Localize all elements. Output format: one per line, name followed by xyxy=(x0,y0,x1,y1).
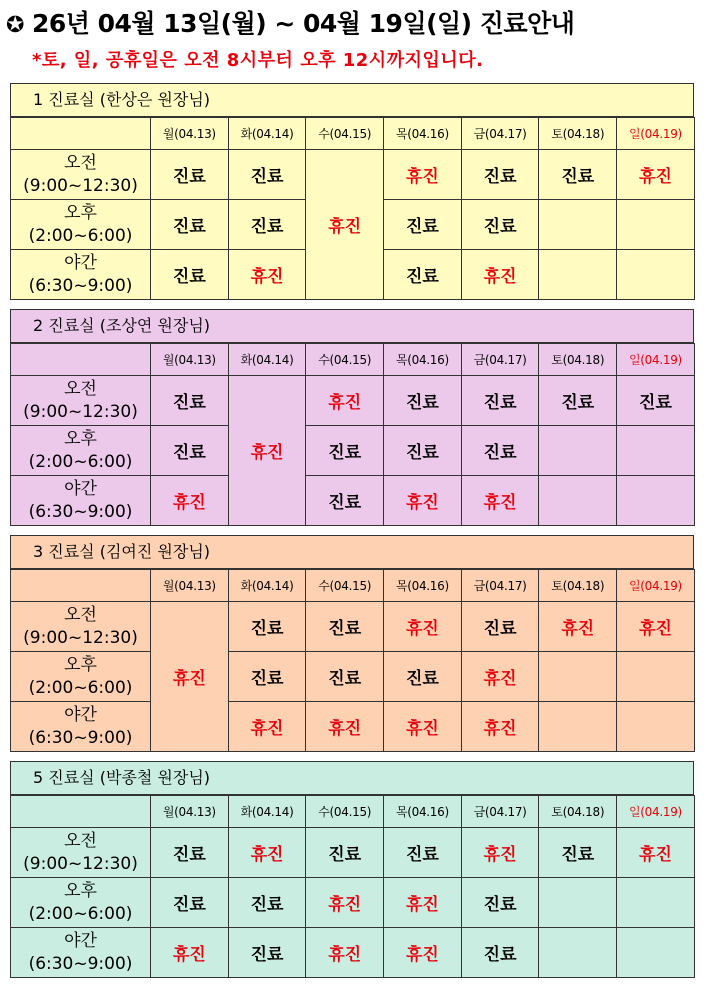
period-time: (6:30~9:00) xyxy=(28,501,133,522)
cell-sun-morning: 진료 xyxy=(617,376,695,426)
cell-thu-afternoon: 진료 xyxy=(384,652,462,702)
afternoon-row xyxy=(11,426,695,476)
cell-mon-morning: 진료 xyxy=(151,828,229,878)
cell-sun-evening xyxy=(617,928,695,978)
period-time: (9:00~12:30) xyxy=(23,175,138,196)
room-section-1 xyxy=(10,83,694,299)
cell-fri-afternoon: 진료 xyxy=(461,878,539,928)
morning-row xyxy=(11,828,695,878)
period-time: (6:30~9:00) xyxy=(28,727,133,748)
period-evening xyxy=(11,702,151,752)
period-name: 야간 xyxy=(64,252,97,273)
period-time: (2:00~6:00) xyxy=(28,903,133,924)
cell-thu-evening: 휴진 xyxy=(384,928,462,978)
day-header-wed: 수(04.15) xyxy=(306,570,384,602)
day-header-sun: 일(04.19) xyxy=(617,570,695,602)
cell-fri-evening: 진료 xyxy=(461,928,539,978)
day-header-fri: 금(04.17) xyxy=(461,118,539,150)
cell-sat-evening xyxy=(539,928,617,978)
page-title xyxy=(6,4,574,40)
period-afternoon xyxy=(11,878,151,928)
day-header-fri: 금(04.17) xyxy=(461,796,539,828)
cell-tue-afternoon: 진료 xyxy=(228,878,306,928)
cell-sun-evening xyxy=(617,250,695,300)
cell-fri-morning: 진료 xyxy=(461,602,539,652)
day-header-tue: 화(04.14) xyxy=(228,570,306,602)
corner-cell xyxy=(11,570,151,602)
cell-fri-afternoon: 휴진 xyxy=(461,652,539,702)
day-header-row xyxy=(11,344,695,376)
cell-sat-morning: 진료 xyxy=(539,828,617,878)
cell-wed-morning: 진료 xyxy=(306,828,384,878)
cell-thu-morning: 진료 xyxy=(384,828,462,878)
weekend-notice: *토, 일, 공휴일은 오전 8시부터 오후 12시까지입니다. xyxy=(32,50,484,71)
period-name: 야간 xyxy=(64,704,97,725)
room-section-5 xyxy=(10,761,694,977)
period-evening xyxy=(11,476,151,526)
cell-sun-afternoon xyxy=(617,200,695,250)
day-header-row xyxy=(11,570,695,602)
day-header-row xyxy=(11,118,695,150)
cell-fri-afternoon: 진료 xyxy=(461,200,539,250)
cell-mon-morning: 진료 xyxy=(151,376,229,426)
room-title-text: 2 진료실 (조상연 원장님) xyxy=(33,316,211,335)
day-header-wed: 수(04.15) xyxy=(306,344,384,376)
cell-tue-morning: 휴진 xyxy=(228,828,306,878)
day-header-mon: 월(04.13) xyxy=(151,570,229,602)
cell-tue-afternoon: 진료 xyxy=(228,652,306,702)
evening-row xyxy=(11,702,695,752)
room-title-text: 1 진료실 (한상은 원장님) xyxy=(33,90,211,109)
period-afternoon xyxy=(11,426,151,476)
cell-thu-evening: 휴진 xyxy=(384,702,462,752)
period-name: 오후 xyxy=(64,880,97,901)
afternoon-row xyxy=(11,652,695,702)
day-header-thu: 목(04.16) xyxy=(384,570,462,602)
cell-sun-morning: 휴진 xyxy=(617,602,695,652)
corner-cell xyxy=(11,344,151,376)
cell-mon-afternoon: 진료 xyxy=(151,200,229,250)
cell-sat-evening xyxy=(539,476,617,526)
day-header-tue: 화(04.14) xyxy=(228,344,306,376)
cell-thu-evening: 휴진 xyxy=(384,476,462,526)
period-name: 오전 xyxy=(64,830,97,851)
cell-mon-evening: 진료 xyxy=(151,250,229,300)
period-time: (6:30~9:00) xyxy=(28,275,133,296)
cell-mon-evening: 휴진 xyxy=(151,476,229,526)
day-header-sun: 일(04.19) xyxy=(617,796,695,828)
period-name: 야간 xyxy=(64,478,97,499)
cell-sun-afternoon xyxy=(617,878,695,928)
day-header-fri: 금(04.17) xyxy=(461,344,539,376)
period-morning xyxy=(11,376,151,426)
room-title-text: 5 진료실 (박종철 원장님) xyxy=(33,768,211,787)
cell-fri-morning: 진료 xyxy=(461,150,539,200)
page-header xyxy=(0,0,705,80)
morning-row xyxy=(11,376,695,426)
cell-sun-evening xyxy=(617,476,695,526)
cell-mon-afternoon: 진료 xyxy=(151,426,229,476)
day-header-sat: 토(04.18) xyxy=(539,796,617,828)
cell-mon-morning: 진료 xyxy=(151,150,229,200)
cell-wed-evening: 휴진 xyxy=(306,928,384,978)
cell-tue-evening: 휴진 xyxy=(228,250,306,300)
cell-wed-evening: 휴진 xyxy=(306,702,384,752)
period-time: (9:00~12:30) xyxy=(23,627,138,648)
cell-sun-afternoon xyxy=(617,426,695,476)
cell-mon-evening: 휴진 xyxy=(151,928,229,978)
period-time: (6:30~9:00) xyxy=(28,953,133,974)
cell-sat-morning: 진료 xyxy=(539,376,617,426)
cell-wed-afternoon: 진료 xyxy=(306,652,384,702)
afternoon-row xyxy=(11,878,695,928)
evening-row xyxy=(11,476,695,526)
period-morning xyxy=(11,828,151,878)
cell-mon-afternoon: 진료 xyxy=(151,878,229,928)
cell-tue-evening: 진료 xyxy=(228,928,306,978)
day-header-mon: 월(04.13) xyxy=(151,118,229,150)
corner-cell xyxy=(11,796,151,828)
day-header-row xyxy=(11,796,695,828)
period-time: (2:00~6:00) xyxy=(28,225,133,246)
day-header-thu: 목(04.16) xyxy=(384,796,462,828)
period-name: 오전 xyxy=(64,378,97,399)
cell-tue-evening: 휴진 xyxy=(228,702,306,752)
period-morning xyxy=(11,602,151,652)
period-time: (9:00~12:30) xyxy=(23,853,138,874)
room-title xyxy=(10,535,694,569)
cell-thu-afternoon: 휴진 xyxy=(384,878,462,928)
morning-row xyxy=(11,150,695,200)
title-text: 26년 04월 13일(월) ~ 04월 19일(일) 진료안내 xyxy=(31,9,575,38)
cell-sun-morning: 휴진 xyxy=(617,150,695,200)
schedule-table xyxy=(10,343,695,526)
cell-fri-evening: 휴진 xyxy=(461,476,539,526)
day-header-tue: 화(04.14) xyxy=(228,118,306,150)
cell-tue-afternoon: 진료 xyxy=(228,200,306,250)
cell-mon-allday: 휴진 xyxy=(151,602,229,752)
cell-thu-afternoon: 진료 xyxy=(384,426,462,476)
cell-sat-evening xyxy=(539,250,617,300)
day-header-sat: 토(04.18) xyxy=(539,118,617,150)
period-name: 오전 xyxy=(64,152,97,173)
cell-thu-evening: 진료 xyxy=(384,250,462,300)
cell-tue-morning: 진료 xyxy=(228,602,306,652)
cell-fri-afternoon: 진료 xyxy=(461,426,539,476)
day-header-tue: 화(04.14) xyxy=(228,796,306,828)
day-header-thu: 목(04.16) xyxy=(384,344,462,376)
room-title xyxy=(10,309,694,343)
room-section-3 xyxy=(10,535,694,751)
cell-sat-evening xyxy=(539,702,617,752)
period-afternoon xyxy=(11,200,151,250)
period-time: (2:00~6:00) xyxy=(28,451,133,472)
cell-sun-afternoon xyxy=(617,652,695,702)
morning-row xyxy=(11,602,695,652)
day-header-wed: 수(04.15) xyxy=(306,118,384,150)
cell-tue-morning: 진료 xyxy=(228,150,306,200)
cell-fri-morning: 휴진 xyxy=(461,828,539,878)
corner-cell xyxy=(11,118,151,150)
day-header-wed: 수(04.15) xyxy=(306,796,384,828)
cell-sat-afternoon xyxy=(539,200,617,250)
schedule-table xyxy=(10,117,695,300)
day-header-mon: 월(04.13) xyxy=(151,796,229,828)
cell-wed-evening: 진료 xyxy=(306,476,384,526)
cell-fri-evening: 휴진 xyxy=(461,702,539,752)
cell-wed-afternoon: 휴진 xyxy=(306,878,384,928)
star-icon: ✪ xyxy=(6,13,24,38)
period-name: 오후 xyxy=(64,202,97,223)
room-title xyxy=(10,83,694,117)
period-name: 야간 xyxy=(64,930,97,951)
period-evening xyxy=(11,250,151,300)
day-header-sat: 토(04.18) xyxy=(539,344,617,376)
cell-sun-evening xyxy=(617,702,695,752)
day-header-sun: 일(04.19) xyxy=(617,118,695,150)
room-section-2 xyxy=(10,309,694,525)
cell-fri-evening: 휴진 xyxy=(461,250,539,300)
schedule-table xyxy=(10,795,695,978)
cell-wed-afternoon: 진료 xyxy=(306,426,384,476)
cell-sat-afternoon xyxy=(539,426,617,476)
cell-thu-morning: 휴진 xyxy=(384,150,462,200)
cell-fri-morning: 진료 xyxy=(461,376,539,426)
cell-sat-afternoon xyxy=(539,652,617,702)
evening-row xyxy=(11,928,695,978)
day-header-sat: 토(04.18) xyxy=(539,570,617,602)
period-afternoon xyxy=(11,652,151,702)
day-header-thu: 목(04.16) xyxy=(384,118,462,150)
period-morning xyxy=(11,150,151,200)
schedule-table xyxy=(10,569,695,752)
day-header-sun: 일(04.19) xyxy=(617,344,695,376)
cell-sat-morning: 휴진 xyxy=(539,602,617,652)
cell-thu-afternoon: 진료 xyxy=(384,200,462,250)
cell-wed-allday: 휴진 xyxy=(306,150,384,300)
cell-wed-morning: 진료 xyxy=(306,602,384,652)
cell-thu-morning: 휴진 xyxy=(384,602,462,652)
period-name: 오후 xyxy=(64,654,97,675)
cell-wed-morning: 휴진 xyxy=(306,376,384,426)
cell-thu-morning: 진료 xyxy=(384,376,462,426)
day-header-fri: 금(04.17) xyxy=(461,570,539,602)
cell-sat-morning: 진료 xyxy=(539,150,617,200)
room-title-text: 3 진료실 (김여진 원장님) xyxy=(33,542,211,561)
day-header-mon: 월(04.13) xyxy=(151,344,229,376)
cell-tue-allday: 휴진 xyxy=(228,376,306,526)
room-title xyxy=(10,761,694,795)
period-name: 오후 xyxy=(64,428,97,449)
period-name: 오전 xyxy=(64,604,97,625)
period-time: (2:00~6:00) xyxy=(28,677,133,698)
period-time: (9:00~12:30) xyxy=(23,401,138,422)
cell-sun-morning: 휴진 xyxy=(617,828,695,878)
cell-sat-afternoon xyxy=(539,878,617,928)
period-evening xyxy=(11,928,151,978)
